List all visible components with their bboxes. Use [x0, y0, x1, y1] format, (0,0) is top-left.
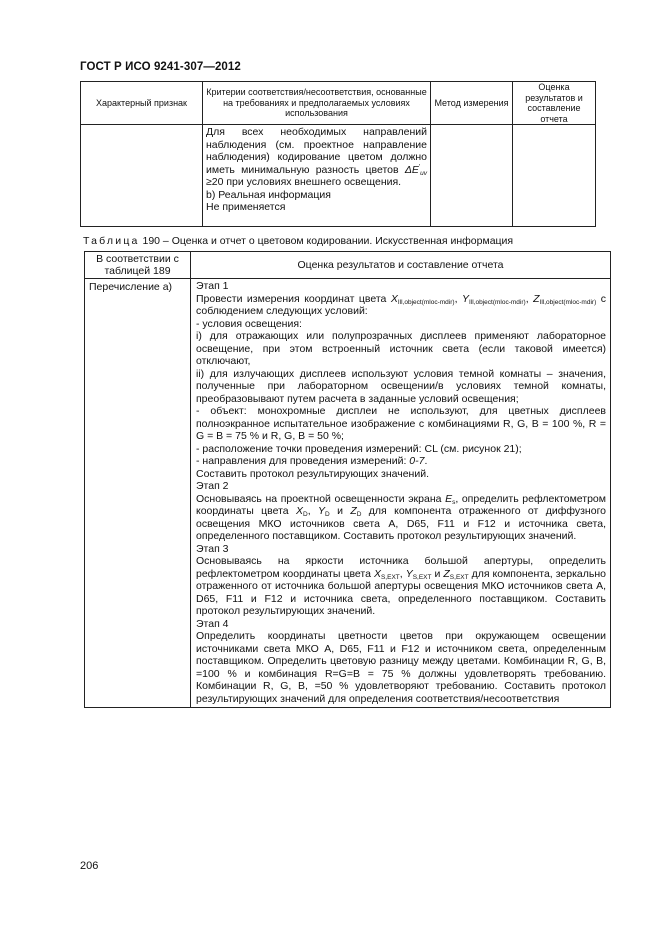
header-evaluation: Оценка результатов и составление отчета [191, 252, 611, 279]
table-row [81, 125, 596, 227]
evaluation-table [84, 251, 611, 708]
stage-3-text: Основываясь на яркости источника большой апертуры, определить рефлектометром координаты цвета $X_{S,EXT}$, $Y_{S,EXT}$ и $Z_{S,EXT}$ для компонента, зеркально отраженного от источника большой апертуры освещения МКО источников света A, D65, F11 и F12 и источника света, определенного поставщиком. Составить протокол результирующих значений. [196, 555, 606, 617]
cell-report [513, 125, 596, 227]
item-b: b) Реальная информация [206, 188, 331, 201]
delta-e-symbol: $\Delta E'_{uv}$ [404, 163, 427, 177]
cell-criteria [203, 125, 431, 227]
cell-method [431, 125, 513, 227]
stage-1-line: ii) для излучающих дисплеев используют условия темной комнаты – значения, полученные при лабораторном освещении/в условиях темной комнаты, преобразовывают путем расчета в заданные условий освещения; [196, 367, 606, 405]
header-characteristic: Характерный признак [81, 82, 203, 125]
table-caption: Таблица 190 – Оценка и отчет о цветовом кодировании. Искусственная информация [83, 235, 514, 247]
document-header: ГОСТ Р ИСО 9241-307—2012 [80, 61, 241, 73]
stage-1-line: - направления для проведения измерений: 0-7. [196, 455, 428, 467]
criteria-text: Для всех необходимых направлений наблюдения (см. проектное направление наблюдения) кодирование цветом должно иметь минимальную разность цветов $\Delta E'_{uv} \ge 20$ при условиях внешнего освещения. [206, 126, 427, 188]
page-number: 206 [80, 860, 99, 872]
header-report: Оценка результатов и составление отчета [513, 82, 596, 125]
cell-characteristic [81, 125, 203, 227]
stage-2-text: Основываясь на проектной освещенности экрана $E_s$, определить рефлектометром координаты цвета $X_D$, $Y_D$ и $Z_D$ для компонента отраженного от диффузного освещения МКО источников света A, D65, F11 и F12 и источника света, определенного поставщиком. Составить протокол результирующих значений. [196, 492, 607, 542]
stage-1-line: i) для отражающих или полупрозрачных дисплеев применяют лабораторное освещение, при этом встроенный источник света (если таковой имеется) отключают, [196, 330, 606, 367]
stage-3-title: Этап 3 [196, 542, 229, 555]
stage-1-line: Составить протокол результирующих значений. [196, 467, 429, 480]
table-row [85, 279, 611, 708]
header-method: Метод измерения [431, 82, 513, 125]
stage-1-intro: Провести измерения координат цвета $X_{Ill,object(mloc-mdir)}$, $Y_{Ill,object(mloc-mdir)}$, $Z_{Ill,object(mloc-mdir)}$ с соблюдением следующих условий: [196, 292, 606, 317]
table-header-row [85, 252, 611, 279]
header-criteria: Критерии соответствия/несоответствия, основанные на требованиях и предполагаемых условиях использования [203, 82, 431, 125]
criteria-table [80, 81, 596, 227]
stage-1-title: Этап 1 [196, 280, 229, 292]
cell-evaluation [191, 279, 611, 708]
stage-1-line: - расположение точки проведения измерений: CL (см. рисунок 21); [196, 442, 522, 455]
table-header-row [81, 82, 596, 125]
stage-1-line: - объект: монохромные дисплеи не используют, для цветных дисплеев полноэкранное испытательное изображение с комбинациями R, G, B = 100 %, R = G = B = 75 % и R, G, B = 50 %; [196, 405, 606, 442]
header-according-to: В соответствии с таблицей 189 [85, 252, 191, 279]
stage-4-text: Определить координаты цветности цветов при окружающем освещении источниками света МКО A, D65, F11 и F12 и источником света, определенным поставщиком. Определить цветовую разницу между цветами. Комбинации R, G, B, =100 % и комбинация R=G=B = 75 % должны удовлетворять требованию. Комбинации R, G, B, =50 % удовлетворяют требованию. Составить протокол результирующих значений для определения соответствия/несоответствия [196, 630, 606, 705]
not-applicable: Не применяется [206, 201, 286, 213]
stage-2-title: Этап 2 [196, 480, 229, 492]
cell-enumeration: Перечисление а) [85, 279, 191, 708]
stage-4-title: Этап 4 [196, 617, 229, 630]
stage-1-line: - условия освещения: [196, 317, 302, 330]
